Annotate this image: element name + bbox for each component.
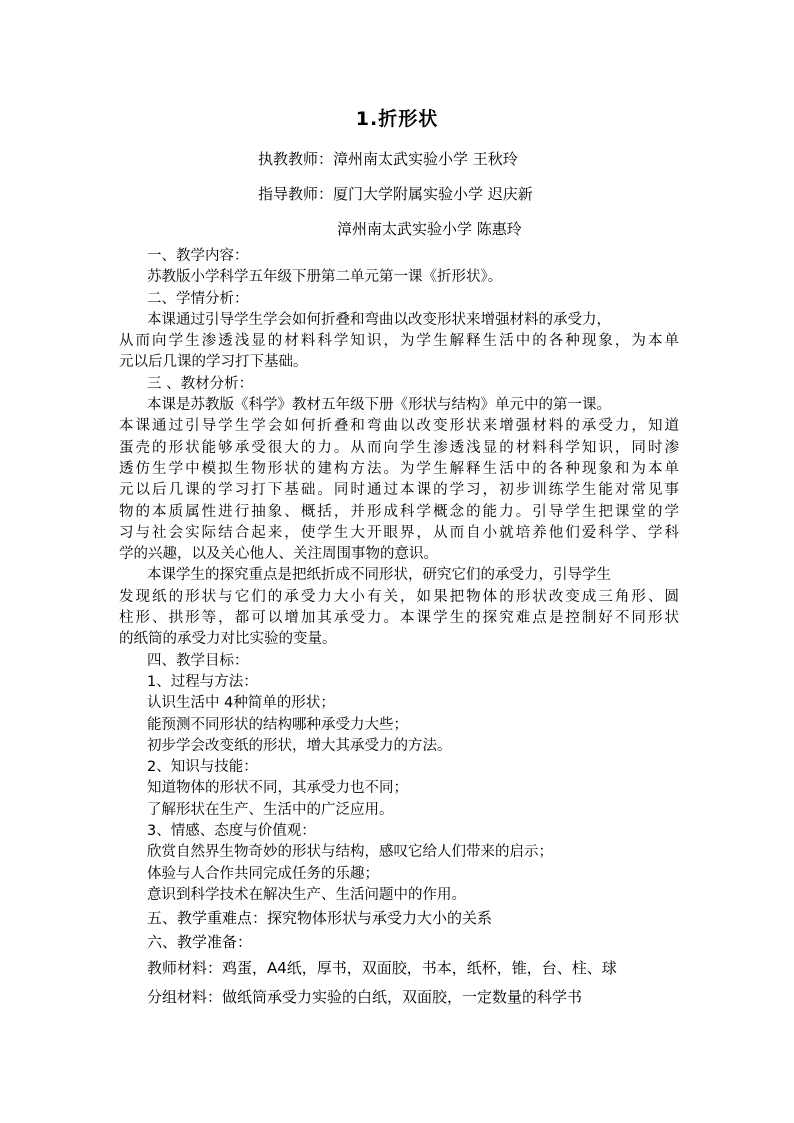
paragraph-line: 学的兴趣，以及关心他人、关注周围事物的意识。 — [119, 546, 438, 563]
subsection-heading: 2、知识与技能： — [147, 759, 258, 776]
paragraph-line: 本课是苏教版《科学》教材五年级下册《形状与结构》单元中的第一课。 — [147, 397, 611, 414]
section-text: 苏教版小学科学五年级下册第二单元第一课《折形状》。 — [147, 269, 503, 286]
page-title: 1.折形状 — [355, 108, 439, 130]
paragraph-line: 元以后几课的学习打下基础。 — [119, 354, 308, 371]
list-item: 初步学会改变纸的形状，增大其承受力的方法。 — [147, 737, 452, 754]
paragraph-line: 习与社会实际结合起来，使学生大开眼界，从而自小就培养他们爱科学、学科 — [119, 524, 679, 541]
paragraph-line: 透仿生学中模拟生物形状的建构方法。为学生解释生活中的各种现象和为本单 — [119, 460, 679, 477]
section-heading: 一、教学内容： — [147, 248, 249, 264]
list-item: 欣赏自然界生物奇妙的形状与结构，感叹它给人们带来的启示； — [147, 844, 553, 861]
teacher-materials: 教师材料：鸡蛋，A4纸，厚书，双面胶，书本，纸杯，锥，台、柱、球 — [147, 959, 617, 978]
paragraph-line: 柱形、拱形等，都可以增加其承受力。本课学生的探究难点是控制好不同形状 — [119, 610, 679, 627]
list-item: 认识生活中 4种简单的形状； — [147, 695, 335, 712]
paragraph-line: 物的本质属性进行抽象、概括，并形成科学概念的能力。引导学生把课堂的学 — [119, 503, 679, 520]
advisor-line-2: 漳州南太武实验小学 陈惠玲 — [337, 220, 522, 238]
teacher-line: 执教教师：漳州南太武实验小学 王秋玲 — [258, 150, 518, 168]
paragraph-line: 蛋壳的形状能够承受很大的力。从而向学生渗透浅显的材料科学知识，同时渗 — [119, 439, 679, 456]
section-heading: 六、教学准备： — [147, 933, 253, 952]
list-item: 了解形状在生产、生活中的广泛应用。 — [147, 801, 394, 818]
list-item: 知道物体的形状不同，其承受力也不同； — [147, 780, 408, 797]
paragraph-line: 本课通过引导学生学会如何折叠和弯曲以改变形状来增强材料的承受力，知道 — [119, 418, 679, 435]
advisor-line: 指导教师：厦门大学附属实验小学 迟庆新 — [258, 185, 533, 203]
subsection-heading: 3、情感、态度与价值观： — [147, 823, 316, 840]
section-heading: 四、教学目标： — [147, 652, 249, 669]
list-item: 体验与人合作共同完成任务的乐趣； — [147, 865, 379, 882]
paragraph-line: 发现纸的形状与它们的承受力大小有关，如果把物体的形状改变成三角形、圆 — [119, 588, 679, 605]
paragraph-line: 从而向学生渗透浅显的材料科学知识，为学生解释生活中的各种现象，为本单 — [119, 333, 679, 350]
paragraph-line: 本课学生的探究重点是把纸折成不同形状，研究它们的承受力，引导学生 — [147, 567, 611, 584]
paragraph-line: 本课通过引导学生学会如何折叠和弯曲以改变形状来增强材料的承受力， — [147, 311, 611, 328]
section-heading: 三 、教材分析： — [147, 375, 254, 392]
list-item: 能预测不同形状的结构哪种承受力大些； — [147, 716, 408, 733]
section-heading: 五、教学重难点：探究物体形状与承受力大小的关系 — [147, 909, 493, 928]
subsection-heading: 1、过程与方法： — [147, 673, 258, 690]
paragraph-line: 元以后几课的学习打下基础。同时通过本课的学习，初步训练学生能对常见事 — [119, 482, 679, 499]
group-materials: 分组材料：做纸筒承受力实验的白纸，双面胶，一定数量的科学书 — [147, 988, 583, 1007]
paragraph-line: 的纸筒的承受力对比实验的变量。 — [119, 631, 337, 648]
list-item: 意识到科学技术在解决生产、生活问题中的作用。 — [147, 886, 466, 903]
section-heading: 二、学情分析： — [147, 290, 249, 307]
document-body — [119, 246, 679, 1012]
